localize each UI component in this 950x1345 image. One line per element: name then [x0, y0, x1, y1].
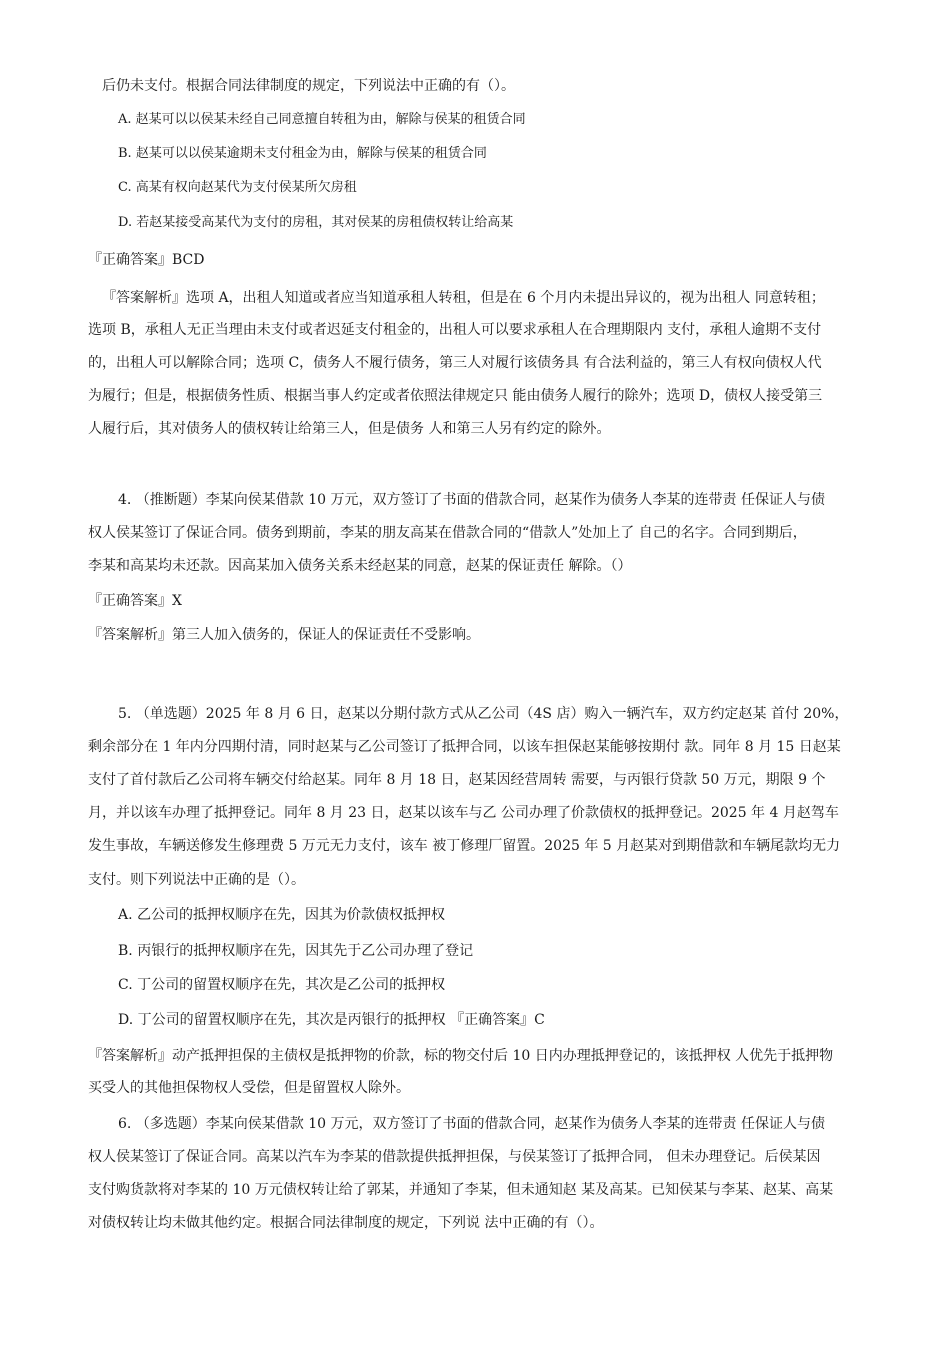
- q3-analysis-line: 的，出租人可以解除合同；选项 C，债务人不履行债务，第三人对履行该债务具 有合法利益的，第三人有权向债权人代: [88, 355, 822, 371]
- q5-stem-line: 发生事故，车辆送修发生修理费 5 万元无力支付，该车 被丁修理厂留置。2025 年 5 月赵某对到期借款和车辆尾款均无力: [88, 838, 841, 854]
- q6-stem-line: 权人侯某签订了保证合同。高某以汽车为李某的借款提供抵押担保，与侯某签订了抵押合同， 但未办理登记。后侯某因: [88, 1149, 821, 1165]
- q5-stem-line: 5. （单选题）2025 年 8 月 6 日，赵某以分期付款方式从乙公司（4S 店）购入一辆汽车，双方约定赵某 首付 20%，: [118, 706, 849, 722]
- q5-stem-line: 支付了首付款后乙公司将车辆交付给赵某。同年 8 月 18 日，赵某因经营周转 需要，与丙银行贷款 50 万元，期限 9 个: [88, 772, 826, 788]
- q3-option-a: A. 赵某可以以侯某未经自己同意擅自转租为由，解除与侯某的租赁合同: [118, 112, 526, 127]
- q6-stem-line: 6. （多选题）李某向侯某借款 10 万元，双方签订了书面的借款合同，赵某作为债务人李某的连带责 任保证人与债: [118, 1116, 825, 1132]
- q3-analysis-line: 选项 B，承租人无正当理由未支付或者迟延支付租金的，出租人可以要求承租人在合理期限内 支付，承租人逾期不支付: [88, 322, 822, 338]
- q5-stem-line: 剩余部分在 1 年内分四期付清，同时赵某与乙公司签订了抵押合同，以该车担保赵某能够按期付 款。同年 8 月 15 日赵某: [88, 739, 841, 755]
- q5-option-b: B. 丙银行的抵押权顺序在先，因其先于乙公司办理了登记: [118, 943, 474, 959]
- q3-analysis-line: 为履行；但是，根据债务性质、根据当事人约定或者依照法律规定只 能由债务人履行的除外；选项 D，债权人接受第三: [88, 388, 823, 404]
- q6-stem-line: 对债权转让均未做其他约定。根据合同法律制度的规定，下列说 法中正确的有（）。: [88, 1215, 604, 1231]
- q4-analysis: 『答案解析』第三人加入债务的，保证人的保证责任不受影响。: [88, 627, 480, 643]
- q5-option-a: A. 乙公司的抵押权顺序在先，因其为价款债权抵押权: [118, 907, 446, 923]
- q3-option-d: D. 若赵某接受高某代为支付的房租，其对侯某的房租债权转让给高某: [118, 215, 514, 230]
- q3-analysis-line: 『答案解析』选项 A，出租人知道或者应当知道承租人转租，但是在 6 个月内未提出异议的，视为出租人 同意转租；: [102, 290, 825, 306]
- q6-stem-line: 支付购货款将对李某的 10 万元债权转让给了郭某，并通知了李某，但未通知赵 某及高某。已知侯某与李某、赵某、高某: [88, 1182, 834, 1198]
- q3-stem-end: 后仍未支付。根据合同法律制度的规定，下列说法中正确的有（）。: [102, 78, 515, 94]
- q4-stem-line: 权人侯某签订了保证合同。债务到期前，李某的朋友高某在借款合同的“借款人”处加上了 自己的名字。合同到期后，: [88, 525, 807, 541]
- q4-stem-line: 李某和高某均未还款。因高某加入债务关系未经赵某的同意，赵某的保证责任 解除。（）: [88, 558, 632, 574]
- q5-stem-line: 月，并以该车办理了抵押登记。同年 8 月 23 日，赵某以该车与乙 公司办理了价款债权的抵押登记。2025 年 4 月赵驾车: [88, 805, 839, 821]
- q4-answer: 『正确答案』X: [88, 593, 182, 609]
- q3-analysis-line: 人履行后，其对债务人的债权转让给第三人，但是债务 人和第三人另有约定的除外。: [88, 421, 611, 437]
- q4-stem-line: 4. （推断题）李某向侯某借款 10 万元，双方签订了书面的借款合同，赵某作为债务人李某的连带责 任保证人与债: [118, 492, 825, 508]
- q5-analysis-line: 买受人的其他担保物权人受偿，但是留置权人除外。: [88, 1080, 410, 1096]
- q5-option-c: C. 丁公司的留置权顺序在先，其次是乙公司的抵押权: [118, 977, 446, 993]
- q5-analysis-line: 『答案解析』动产抵押担保的主债权是抵押物的价款，标的物交付后 10 日内办理抵押登记的，该抵押权 人优先于抵押物: [88, 1048, 834, 1064]
- q5-option-d-and-answer: D. 丁公司的留置权顺序在先，其次是丙银行的抵押权 『正确答案』C: [118, 1012, 545, 1028]
- q3-option-b: B. 赵某可以以侯某逾期未支付租金为由，解除与侯某的租赁合同: [118, 146, 487, 161]
- q3-answer: 『正确答案』BCD: [88, 252, 205, 268]
- q3-option-c: C. 高某有权向赵某代为支付侯某所欠房租: [118, 180, 357, 195]
- q5-stem-line: 支付。则下列说法中正确的是（）。: [88, 872, 305, 888]
